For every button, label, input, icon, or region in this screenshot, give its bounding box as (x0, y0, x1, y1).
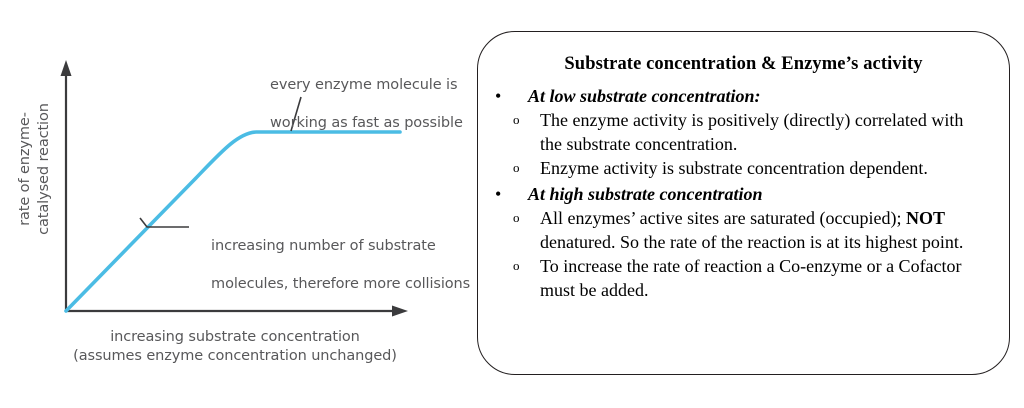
bullet-icon: • (495, 184, 502, 204)
list-item-label: The enzyme activity is positively (directly) correlated with the substrate concentration. (540, 110, 964, 154)
bullet-icon: • (495, 86, 502, 106)
list-item-label (540, 208, 963, 252)
info-box-title: Substrate concentration & Enzyme’s activity (564, 54, 923, 74)
info-box-list (478, 82, 1009, 302)
plateau-annotation-line2: working as fast as possible (270, 115, 463, 131)
list-item-label: Enzyme activity is substrate concentration dependent. (540, 158, 928, 178)
list-item-text-emphasis: NOT (906, 208, 946, 228)
x-axis-label-line2: (assumes enzyme concentration unchanged) (73, 348, 397, 364)
list-item (478, 206, 1009, 254)
plateau-annotation-line1: every enzyme molecule is (270, 77, 458, 93)
list-item-text-post: denatured. So the rate of the reaction is at its highest point. (540, 232, 964, 252)
slope-annotation-line2: molecules, therefore more collisions (211, 276, 471, 292)
plateau-annotation (252, 57, 463, 152)
y-axis (61, 60, 72, 311)
list-item (478, 156, 1009, 180)
list-item (478, 182, 1009, 206)
circle-bullet-icon: o (513, 160, 520, 175)
circle-bullet-icon: o (513, 210, 520, 225)
info-callout-box (477, 31, 1010, 375)
x-axis-label-line1: increasing substrate concentration (110, 329, 360, 345)
list-item (478, 254, 1009, 302)
enzyme-rate-chart (0, 0, 471, 408)
slope-annotation (193, 218, 470, 313)
circle-bullet-icon: o (513, 112, 520, 127)
list-item (478, 108, 1009, 156)
list-item-label: To increase the rate of reaction a Co-enzyme or a Cofactor must be added. (540, 256, 962, 300)
x-axis-label (40, 328, 430, 366)
y-axis-label (16, 74, 54, 264)
y-axis-label-line1: rate of enzyme- (17, 112, 33, 226)
slope-annotation-line1: increasing number of substrate (211, 238, 436, 254)
list-item-label: At high substrate concentration (528, 184, 763, 204)
list-item (478, 84, 1009, 108)
y-axis-label-line2: catalysed reaction (36, 103, 52, 235)
list-item-label: At low substrate concentration: (528, 86, 761, 106)
circle-bullet-icon: o (513, 258, 520, 273)
list-item-text-pre: All enzymes’ active sites are saturated (occupied); (540, 208, 907, 228)
